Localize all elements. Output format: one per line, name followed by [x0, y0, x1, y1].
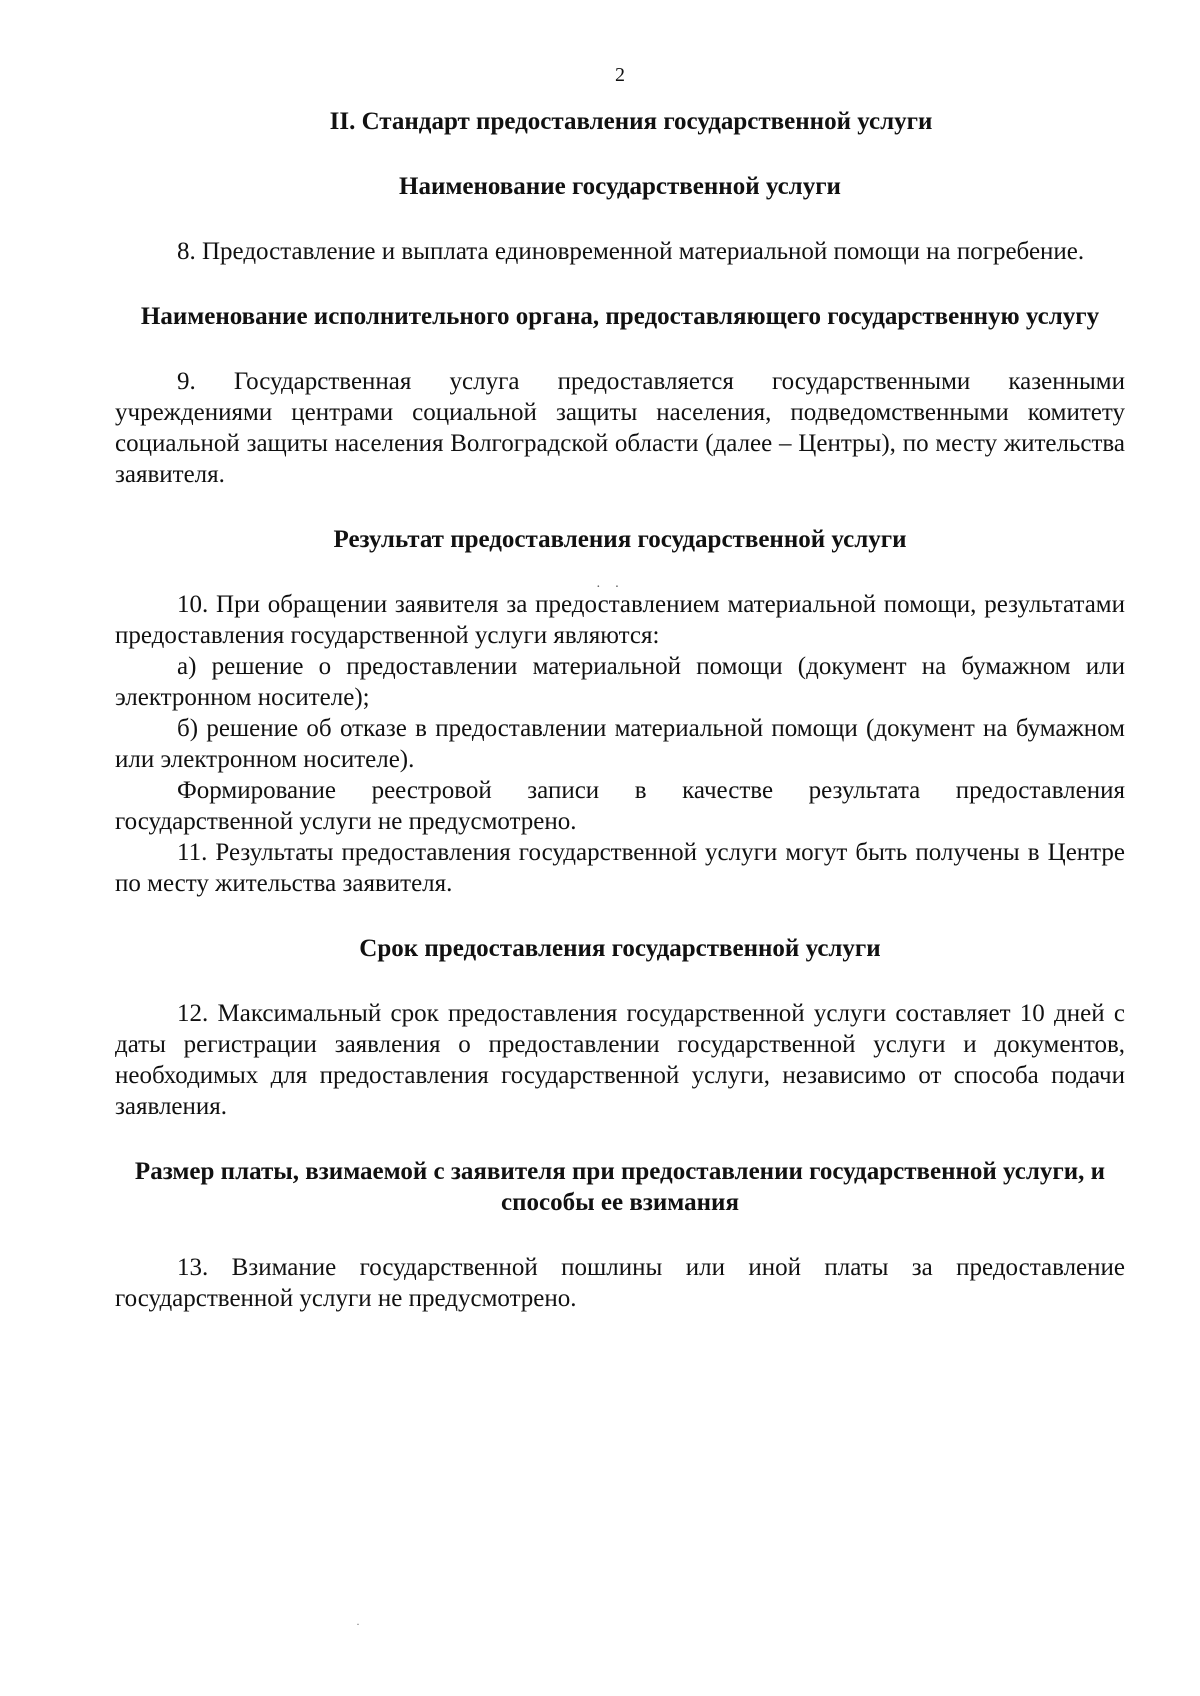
heading-result: Результат предоставления государственной услуги — [333, 526, 907, 553]
block-term — [115, 933, 1125, 1122]
block-executive-body — [115, 301, 1125, 490]
block-service-name — [115, 171, 1125, 267]
paragraph-10: 10. При обращении заявителя за предоставлением материальной помощи, результатами предоставления государственной услуги являются: — [115, 591, 1125, 649]
page-number: 2 — [615, 64, 625, 86]
scan-artifact-dot: · — [356, 1617, 360, 1631]
heading-term: Срок предоставления государственной услуги — [359, 935, 881, 962]
paragraph-8: 8. Предоставление и выплата единовременной материальной помощи на погребение. — [177, 238, 1085, 265]
paragraph-9: 9. Государственная услуга предоставляется государственными казенными учреждениями центрами социальной защиты населения, подведомственными комитету социальной защиты населения Волгоградской области (далее – Центры), по месту жительства заявителя. — [115, 368, 1125, 488]
block-fee — [115, 1156, 1125, 1314]
heading-fee: Размер платы, взимаемой с заявителя при предоставлении государственной услуги, и способы ее взимания — [134, 1158, 1106, 1216]
paragraph-10-a: а) решение о предоставлении материальной помощи (документ на бумажном или электронном носителе); — [115, 653, 1125, 711]
section-title: II. Стандарт предоставления государственной услуги — [329, 108, 933, 135]
scan-artifact-dots: ·· — [596, 580, 634, 595]
heading-executive-body: Наименование исполнительного органа, предоставляющего государственную услугу — [140, 303, 1100, 330]
heading-service-name: Наименование государственной услуги — [399, 173, 841, 200]
paragraph-13: 13. Взимание государственной пошлины или иной платы за предоставление государственной услуги не предусмотрено. — [115, 1254, 1125, 1312]
paragraph-10-b: б) решение об отказе в предоставлении материальной помощи (документ на бумажном или электронном носителе). — [115, 715, 1125, 773]
paragraph-11: 11. Результаты предоставления государственной услуги могут быть получены в Центре по месту жительства заявителя. — [115, 839, 1125, 897]
paragraph-registry-record: Формирование реестровой записи в качестве результата предоставления государственной услуги не предусмотрено. — [115, 777, 1125, 835]
paragraph-12: 12. Максимальный срок предоставления государственной услуги составляет 10 дней с даты регистрации заявления о предоставлении государственной услуги и документов, необходимых для предоставления государственной услуги, независимо от способа подачи заявления. — [115, 1000, 1125, 1120]
document-content — [115, 106, 1125, 1348]
